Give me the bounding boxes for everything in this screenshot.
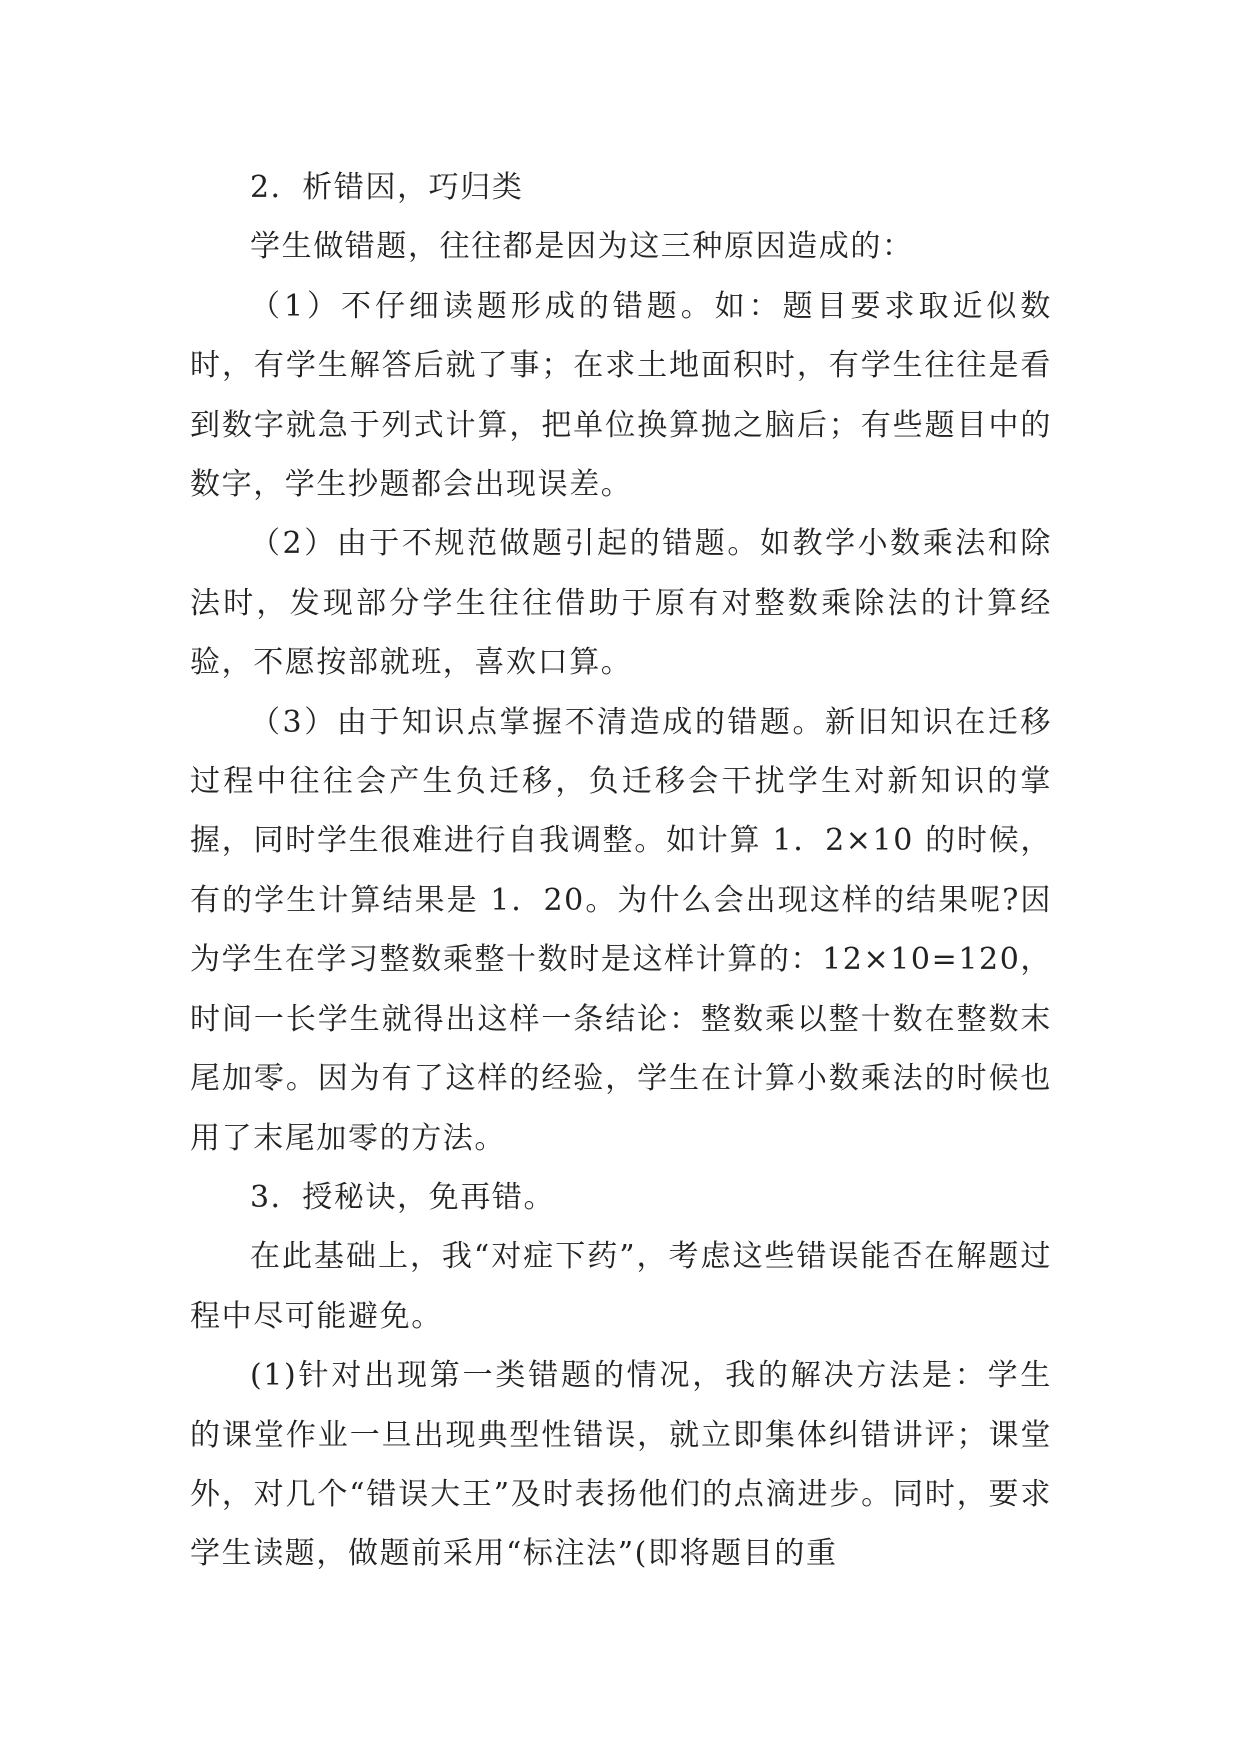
paragraph-intro: 学生做错题，往往都是因为这三种原因造成的： bbox=[250, 229, 914, 265]
section-heading-2: 2．析错因，巧归类 bbox=[250, 170, 524, 205]
paragraph-reason-1: （1）不仔细读题形成的错题。如：题目要求取近似数时，有学生解答后就了事；在求土地面积时，有学生往往是看到数字就急于列式计算，把单位换算抛之脑后；有些题目中的数字，学生抄题都会出现误差。 bbox=[190, 288, 1052, 503]
paragraph-reason-3: （3）由于知识点掌握不清造成的错题。新旧知识在迁移过程中往往会产生负迁移，负迁移会干扰学生对新知识的掌握，同时学生很难进行自我调整。如计算 1．2×10 的时候，有的学生计算结果是 1．20。为什么会出现这样的结果呢?因为学生在学习整数乘整十数时是这样计算的：12×10=120，时间一长学生就得出这样一条结论：整数乘以整十数在整数末尾加零。因为有了这样的经验，学生在计算小数乘法的时候也用了末尾加零的方法。 bbox=[190, 704, 1052, 1156]
section-heading-3: 3．授秘诀，免再错。 bbox=[250, 1179, 556, 1215]
document-body bbox=[190, 158, 1052, 1584]
paragraph-reason-2: （2）由于不规范做题引起的错题。如教学小数乘法和除法时，发现部分学生往往借助于原有对整数乘除法的计算经验，不愿按部就班，喜欢口算。 bbox=[190, 526, 1052, 681]
paragraph-basis: 在此基础上，我“对症下药”，考虑这些错误能否在解题过程中尽可能避免。 bbox=[190, 1239, 1052, 1334]
paragraph-solution-1: (1)针对出现第一类错题的情况，我的解决方法是：学生的课堂作业一旦出现典型性错误，就立即集体纠错讲评；课堂外，对几个“错误大王”及时表扬他们的点滴进步。同时，要求学生读题，做题前采用“标注法”(即将题目的重 bbox=[190, 1358, 1052, 1572]
